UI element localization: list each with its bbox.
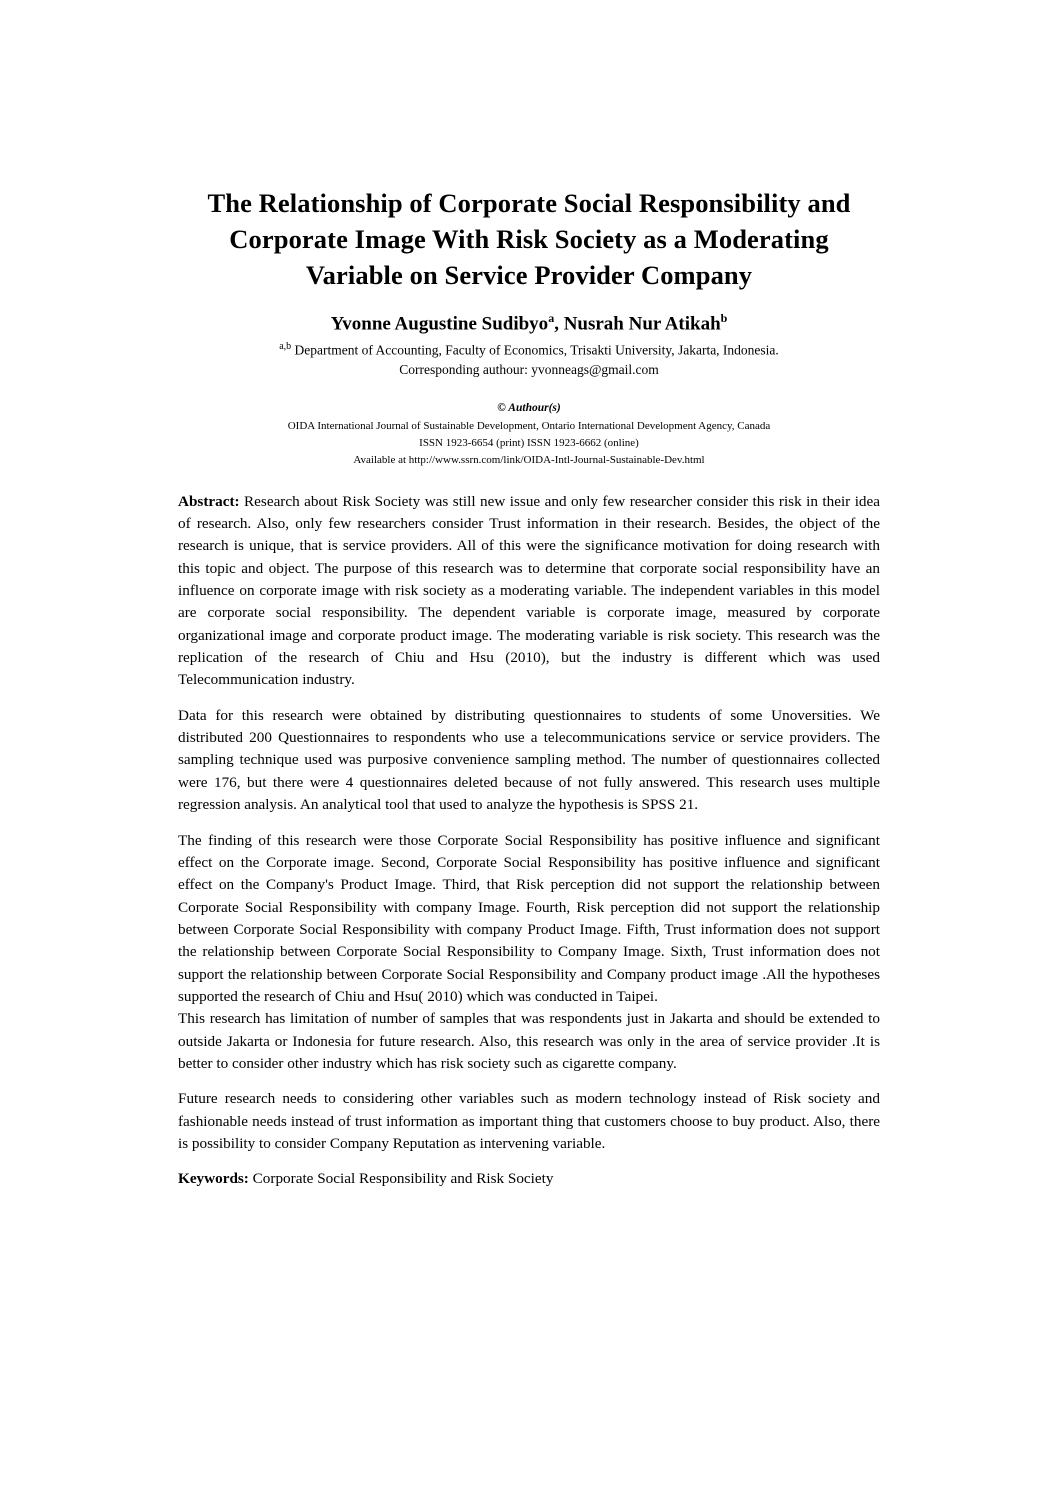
abstract-paragraph-1 <box>178 491 880 692</box>
author-second: , Nusrah Nur Atikah <box>554 313 721 335</box>
keywords-label: Keywords: <box>178 1170 249 1188</box>
author-sup-a: a <box>548 311 555 326</box>
affiliation-text: Department of Accounting, Faculty of Economics, Trisakti University, Jakarta, Indonesia. <box>291 342 779 358</box>
copyright-line: © Authour(s) <box>497 401 561 414</box>
abstract-paragraph-4: This research has limitation of number of samples that was respondents just in Jakarta and should be extended to outside Jakarta or Indonesia for future research. Also, this research was only in the area of service provider .It is better to consider other industry which has risk society such as cigarette company. <box>178 1010 880 1072</box>
abstract-paragraph-5: Future research needs to considering other variables such as modern technology instead of Risk society and fashionable needs instead of trust information as important thing that customers choose to buy product. Also, there is possibility to consider Company Reputation as intervening variable. <box>178 1090 880 1152</box>
abstract-label: Abstract: <box>178 492 240 510</box>
author-list <box>178 311 880 337</box>
journal-line: OIDA International Journal of Sustainable Development, Ontario International Development Agency, Canada <box>287 419 771 432</box>
publication-info <box>178 400 880 469</box>
available-link[interactable]: Available at http://www.ssrn.com/link/OIDA-Intl-Journal-Sustainable-Dev.html <box>353 453 705 466</box>
affiliation-sup: a,b <box>279 341 292 353</box>
abstract-text-1: Research about Risk Society was still new issue and only few researcher consider this risk in their idea of research. Also, only few researchers consider Trust information in their research. Besides, the object of the research is unique, that is service providers. All of this were the significance motivation for doing research with this topic and object. The purpose of this research was to determine that corporate social responsibility have an influence on corporate image with risk society as a moderating variable. The independent variables in this model are corporate social responsibility. The dependent variable is corporate image, measured by corporate organizational image and corporate product image. The moderating variable is risk society. This research was the replication of the research of Chiu and Hsu (2010), but the industry is different which was used Telecommunication industry. <box>178 492 880 689</box>
author-sup-b: b <box>720 311 728 326</box>
author-first: Yvonne Augustine Sudibyo <box>330 313 549 335</box>
abstract-paragraph-3: The finding of this research were those Corporate Social Responsibility has positive influence and significant effect on the Corporate image. Second, Corporate Social Responsibility has positive influence and significant effect on the Company's Product Image. Third, that Risk perception did not support the relationship between Corporate Social Responsibility with company Image. Fourth, Risk perception did not support the relationship between Corporate Social Responsibility with company Product Image. Fifth, Trust information does not support the relationship between Corporate Social Responsibility to Company Image. Sixth, Trust information does not support the relationship between Corporate Social Responsibility and Company product image .All the hypotheses supported the research of Chiu and Hsu( 2010) which was conducted in Taipei. <box>178 831 880 1005</box>
abstract-paragraph-2: Data for this research were obtained by distributing questionnaires to students of some Unoversities. We distributed 200 Questionnaires to respondents who use a telecommunications service or service providers. The sampling technique used was purposive convenience sampling method. The number of questionnaires collected were 176, but there were 4 questionnaires deleted because of not fully answered. This research uses multiple regression analysis. An analytical tool that used to analyze the hypothesis is SPSS 21. <box>178 706 880 814</box>
affiliation <box>178 340 880 360</box>
page-title: The Relationship of Corporate Social Responsibility and Corporate Image With Risk Society as a Moderating Variable on Service Provider Company <box>207 188 851 291</box>
issn-line: ISSN 1923-6654 (print) ISSN 1923-6662 (online) <box>419 436 639 449</box>
keywords <box>178 1168 880 1190</box>
corresponding-author: Corresponding authour: yvonneags@gmail.com <box>399 362 659 378</box>
keywords-value: Corporate Social Responsibility and Risk Society <box>248 1170 554 1188</box>
